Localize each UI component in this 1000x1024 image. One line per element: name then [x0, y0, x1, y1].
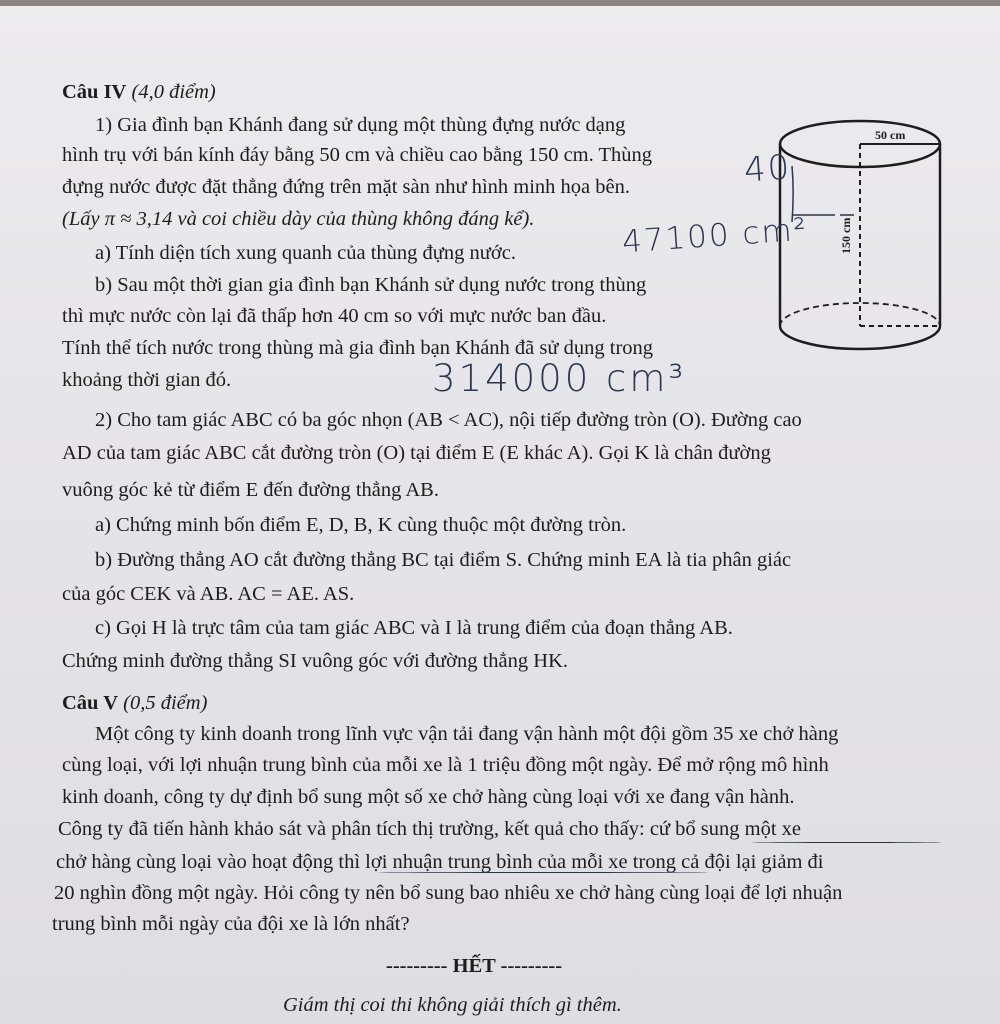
- ink-underline-2: [378, 872, 708, 873]
- q4-p1-b1: b) Sau một thời gian gia đình bạn Khánh sử dụng nước trong thùng: [95, 274, 647, 296]
- q5-heading: [62, 690, 207, 716]
- q5-line4: Công ty đã tiến hành khảo sát và phân tích thị trường, kết quả cho thấy: cứ bổ sung một xe: [58, 818, 802, 840]
- q5-line5: chở hàng cùng loại vào hoạt động thì lợi nhuận trung bình của mỗi xe trong cả đội lại giảm đi: [56, 851, 824, 873]
- q4-p1-line2: hình trụ với bán kính đáy bằng 50 cm và chiều cao bằng 150 cm. Thùng: [62, 144, 653, 166]
- q4-heading: [62, 79, 216, 105]
- handwriting-area: 47100 cm²: [620, 211, 810, 261]
- q5-title: Câu V: [62, 692, 119, 714]
- q4-p1-b4: khoảng thời gian đó.: [62, 369, 232, 391]
- end-marker: --------- HẾT ---------: [386, 955, 563, 977]
- q4-p2-a: a) Chứng minh bốn điểm E, D, B, K cùng thuộc một đường tròn.: [95, 514, 627, 536]
- q4-points: (4,0 điểm): [131, 81, 216, 103]
- q4-p1-line4: (Lấy π ≈ 3,14 và coi chiều dày của thùng không đáng kể).: [62, 208, 535, 230]
- q5-points: (0,5 điểm): [123, 692, 208, 714]
- q4-p2-line1: 2) Cho tam giác ABC có ba góc nhọn (AB < AC), nội tiếp đường tròn (O). Đường cao: [95, 409, 802, 431]
- q4-p1-b2: thì mực nước còn lại đã thấp hơn 40 cm so với mực nước ban đầu.: [62, 305, 607, 327]
- q5-line6: 20 nghìn đồng một ngày. Hỏi công ty nên bổ sung bao nhiêu xe chở hàng cùng loại để lợi nhuận: [54, 882, 843, 904]
- q4-p1-b3: Tính thể tích nước trong thùng mà gia đình bạn Khánh đã sử dụng trong: [62, 337, 654, 359]
- exam-page: [0, 6, 1000, 1024]
- q4-p2-c1: c) Gọi H là trực tâm của tam giác ABC và I là trung điểm của đoạn thẳng AB.: [95, 617, 733, 639]
- q4-p1-line3: đựng nước được đặt thẳng đứng trên mặt sàn như hình minh họa bên.: [62, 176, 630, 198]
- q5-line3: kinh doanh, công ty dự định bổ sung một số xe chở hàng cùng loại với xe đang vận hành.: [62, 786, 795, 808]
- q4-title: Câu IV: [62, 81, 127, 103]
- radius-label: 50 cm: [875, 128, 906, 142]
- ink-underline-1: [752, 842, 942, 843]
- footer-note: Giám thị coi thi không giải thích gì thêm.: [283, 994, 622, 1016]
- q4-p2-line2: AD của tam giác ABC cắt đường tròn (O) tại điểm E (E khác A). Gọi K là chân đường: [62, 442, 771, 464]
- q4-p2-b1: b) Đường thẳng AO cắt đường thẳng BC tại điểm S. Chứng minh EA là tia phân giác: [95, 549, 792, 571]
- handwriting-40: 40: [742, 147, 793, 191]
- q4-p2-c2: Chứng minh đường thẳng SI vuông góc với đường thẳng HK.: [62, 650, 569, 672]
- height-label: 150 cm: [839, 217, 853, 254]
- q5-line7: trung bình mỗi ngày của đội xe là lớn nhất?: [52, 913, 410, 935]
- q4-p2-b2: của góc CEK và AB. AC = AE. AS.: [62, 583, 355, 605]
- q5-line1: Một công ty kinh doanh trong lĩnh vực vận tải đang vận hành một đội gồm 35 xe chở hàng: [95, 723, 839, 745]
- q5-line2: cùng loại, với lợi nhuận trung bình của mỗi xe là 1 triệu đồng một ngày. Để mở rộng mô hình: [62, 754, 829, 776]
- handwriting-volume: 314000 cm³: [432, 357, 687, 400]
- q4-p2-line3: vuông góc kẻ từ điểm E đến đường thẳng AB.: [62, 479, 439, 501]
- q4-p1-line1: 1) Gia đình bạn Khánh đang sử dụng một thùng đựng nước dạng: [95, 114, 626, 136]
- q4-p1-a: a) Tính diện tích xung quanh của thùng đựng nước.: [95, 242, 516, 264]
